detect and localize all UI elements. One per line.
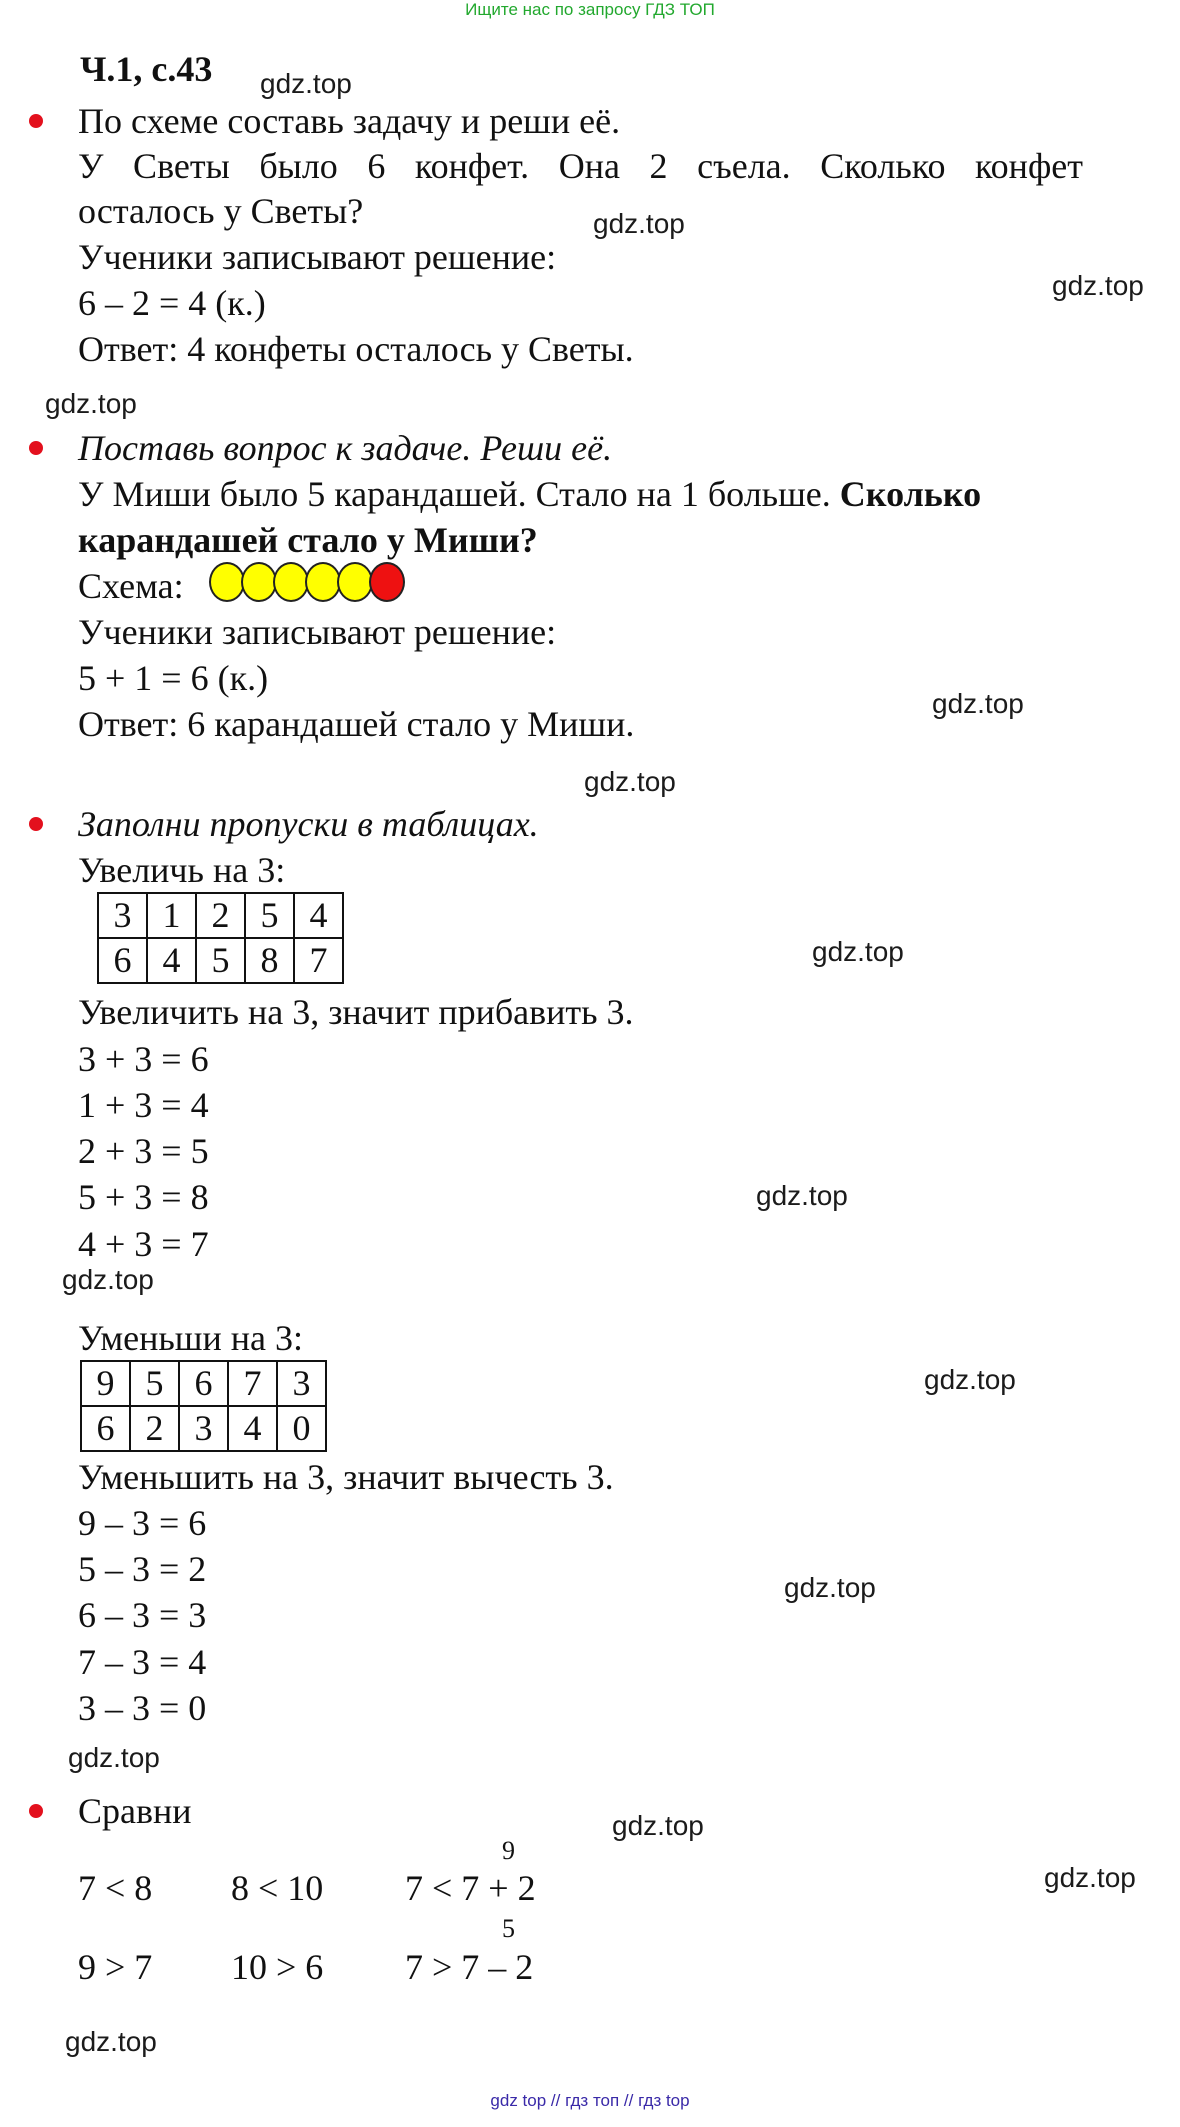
table-cell: 4 [228,1406,277,1451]
compare-item: 7 < 7 + 2 [405,1868,536,1908]
increase-equation: 5 + 3 = 8 [78,1177,209,1217]
compare-item: 8 < 10 [231,1868,324,1908]
compare-item: 7 < 8 [78,1868,153,1908]
compare-item: 9 > 7 [78,1947,153,1987]
task1-answer: Ответ: 4 конфеты осталось у Светы. [78,329,634,369]
bullet-icon [29,1804,43,1818]
task1-problem-line2: осталось у Светы? [78,191,364,231]
decrease-equation: 9 – 3 = 6 [78,1503,207,1543]
table-cell: 6 [98,938,147,983]
table-cell: 7 [294,938,343,983]
table-row [81,1406,326,1451]
table-cell: 5 [245,893,294,938]
table-cell: 0 [277,1406,326,1451]
task4-prompt: Сравни [78,1791,192,1831]
yellow-circle-icon [337,562,373,602]
task2-equation: 5 + 1 = 6 (к.) [78,658,269,698]
increase-equation: 3 + 3 = 6 [78,1039,209,1079]
table-cell: 3 [98,893,147,938]
task2-scheme-label: Схема: [78,566,184,606]
table-cell: 9 [81,1361,130,1406]
bullet-icon [29,114,43,128]
task2-answer: Ответ: 6 карандашей стало у Миши. [78,704,635,744]
watermark: gdz.top [584,766,676,797]
decrease-table [80,1360,327,1452]
decrease-label: Уменьши на 3: [78,1318,303,1358]
yellow-circle-icon [273,562,309,602]
scheme-circles [209,562,401,600]
decrease-equation: 6 – 3 = 3 [78,1595,207,1635]
increase-label: Увеличь на 3: [78,850,286,890]
top-note: Ищите нас по запросу ГДЗ ТОП [465,0,715,19]
increase-equation: 4 + 3 = 7 [78,1224,209,1264]
task1-equation: 6 – 2 = 4 (к.) [78,283,266,323]
watermark: gdz.top [612,1810,704,1841]
task1-prompt: По схеме составь задачу и реши её. [78,101,621,141]
task1-problem-line1: У Светы было 6 конфет. Она 2 съела. Сколько конфет [78,146,1083,186]
table-cell: 4 [294,893,343,938]
yellow-circle-icon [209,562,245,602]
increase-equation: 1 + 3 = 4 [78,1085,209,1125]
table-cell: 2 [130,1406,179,1451]
watermark: gdz.top [1052,270,1144,301]
table-row [81,1361,326,1406]
table-cell: 6 [81,1406,130,1451]
table-cell: 6 [179,1361,228,1406]
increase-equation: 2 + 3 = 5 [78,1131,209,1171]
bullet-icon [29,441,43,455]
task2-problem [78,472,981,516]
watermark: gdz.top [260,68,352,99]
table-cell: 5 [130,1361,179,1406]
watermark: gdz.top [68,1742,160,1773]
page-title: Ч.1, с.43 [80,49,213,89]
compare-item: 10 > 6 [231,1947,324,1987]
table-cell: 7 [228,1361,277,1406]
table-cell: 4 [147,938,196,983]
table-cell: 3 [277,1361,326,1406]
bullet-icon [29,817,43,831]
compare-item: 7 > 7 – 2 [405,1947,534,1987]
yellow-circle-icon [305,562,341,602]
watermark: gdz.top [932,688,1024,719]
watermark: gdz.top [593,208,685,239]
watermark: gdz.top [784,1572,876,1603]
watermark: gdz.top [45,388,137,419]
watermark: gdz.top [756,1180,848,1211]
decrease-equation: 3 – 3 = 0 [78,1688,207,1728]
watermark: gdz.top [62,1264,154,1295]
task2-problem-start: У Миши было 5 карандашей. Стало на 1 больше. [78,474,840,514]
task2-question-part1: Сколько [839,474,982,514]
decrease-equation: 5 – 3 = 2 [78,1549,207,1589]
table-cell: 8 [245,938,294,983]
task3-prompt: Заполни пропуски в таблицах. [78,804,539,844]
watermark: gdz.top [1044,1862,1136,1893]
task1-solution-intro: Ученики записывают решение: [78,237,557,277]
footer: gdz top // гдз топ // гдз top [490,2091,690,2110]
decrease-equation: 7 – 3 = 4 [78,1642,207,1682]
decrease-rule: Уменьшить на 3, значит вычесть 3. [78,1457,614,1497]
table-cell: 2 [196,893,245,938]
table-cell: 1 [147,893,196,938]
increase-table [97,892,344,984]
increase-rule: Увеличить на 3, значит прибавить 3. [78,992,634,1032]
yellow-circle-icon [241,562,277,602]
table-cell: 5 [196,938,245,983]
watermark: gdz.top [65,2026,157,2057]
compare-note-9: 9 [502,1836,515,1865]
task2-question-part2: карандашей стало у Миши? [78,520,538,560]
task2-solution-intro: Ученики записывают решение: [78,612,557,652]
red-circle-icon [369,562,405,602]
table-cell: 3 [179,1406,228,1451]
task2-prompt: Поставь вопрос к задаче. Реши её. [78,428,613,468]
watermark: gdz.top [924,1364,1016,1395]
watermark: gdz.top [812,936,904,967]
table-row [98,893,343,938]
table-row [98,938,343,983]
compare-note-5: 5 [502,1914,515,1943]
